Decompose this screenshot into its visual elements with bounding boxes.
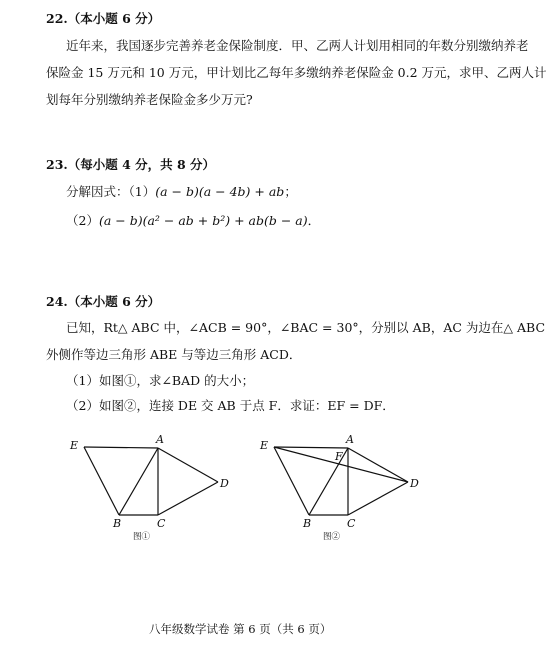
page-footer: 八年级数学试卷 第 6 页（共 6 页） bbox=[149, 622, 332, 636]
fig2-label-C: C bbox=[347, 517, 356, 530]
fig2-edge-EB bbox=[274, 447, 309, 515]
fig2-label-F: F bbox=[335, 450, 343, 463]
q23-line-1-suffix: ； bbox=[284, 184, 297, 199]
q24-line-2: 外侧作等边三角形 ABE 与等边三角形 ACD． bbox=[46, 347, 302, 362]
q24-title: （本小题 6 分） bbox=[67, 294, 161, 309]
fig2-label-B: B bbox=[303, 517, 312, 530]
fig1-edge-EA bbox=[84, 447, 158, 448]
fig1-edge-AB bbox=[119, 448, 158, 515]
fig2-caption: 图② bbox=[323, 532, 341, 542]
q22-line-1: 近年来，我国逐步完善养老金保险制度．甲、乙两人计划用相同的年数分别缴纳养老 bbox=[66, 38, 529, 53]
q22-number: 22. bbox=[46, 11, 68, 26]
fig1-edge-CD bbox=[158, 482, 218, 515]
q23-title: （每小题 4 分，共 8 分） bbox=[67, 157, 216, 172]
fig1-label-C: C bbox=[157, 517, 166, 530]
q23-expression-1: (a − b)(a − 4b) + ab bbox=[155, 184, 285, 199]
figure-1 bbox=[84, 447, 218, 515]
q23-line-1-prefix: 分解因式：（1） bbox=[66, 184, 156, 199]
fig2-label-D: D bbox=[410, 477, 419, 490]
q23-expression-2: (a − b)(a² − ab + b²) + ab(b − a) bbox=[98, 213, 308, 228]
fig1-caption: 图① bbox=[133, 532, 151, 542]
fig1-label-A: A bbox=[156, 433, 164, 446]
q24-line-4: （2）如图②，连接 DE 交 AB 于点 F．求证：EF = DF． bbox=[66, 398, 395, 413]
fig2-edge-EA bbox=[274, 447, 348, 448]
fig2-label-E: E bbox=[260, 439, 269, 452]
fig2-label-A: A bbox=[346, 433, 354, 446]
q22-title: （本小题 6 分） bbox=[67, 11, 161, 26]
q23-number: 23. bbox=[46, 157, 68, 172]
fig2-edge-CD bbox=[348, 482, 408, 515]
q22-line-2: 保险金 15 万元和 10 万元，甲计划比乙每年多缴纳养老保险金 0.2 万元，求甲、乙两人计 bbox=[46, 65, 547, 80]
q24-number: 24. bbox=[46, 294, 68, 309]
q22-line-3: 划每年分别缴纳养老保险金多少万元? bbox=[46, 92, 253, 107]
fig2-edge-AD bbox=[348, 448, 408, 482]
fig1-label-D: D bbox=[220, 477, 229, 490]
q24-line-1: 已知，Rt△ ABC 中，∠ACB = 90°，∠BAC = 30°，分别以 AB，AC 为边在△ ABC bbox=[66, 320, 546, 335]
q23-line-2-prefix: （2） bbox=[66, 213, 99, 228]
fig1-edge-AD bbox=[158, 448, 218, 482]
fig1-label-E: E bbox=[70, 439, 79, 452]
q23-line-2-suffix: ． bbox=[307, 213, 321, 228]
fig1-edge-EB bbox=[84, 447, 119, 515]
fig1-label-B: B bbox=[113, 517, 122, 530]
q24-line-3: （1）如图①，求∠BAD 的大小； bbox=[66, 373, 255, 388]
